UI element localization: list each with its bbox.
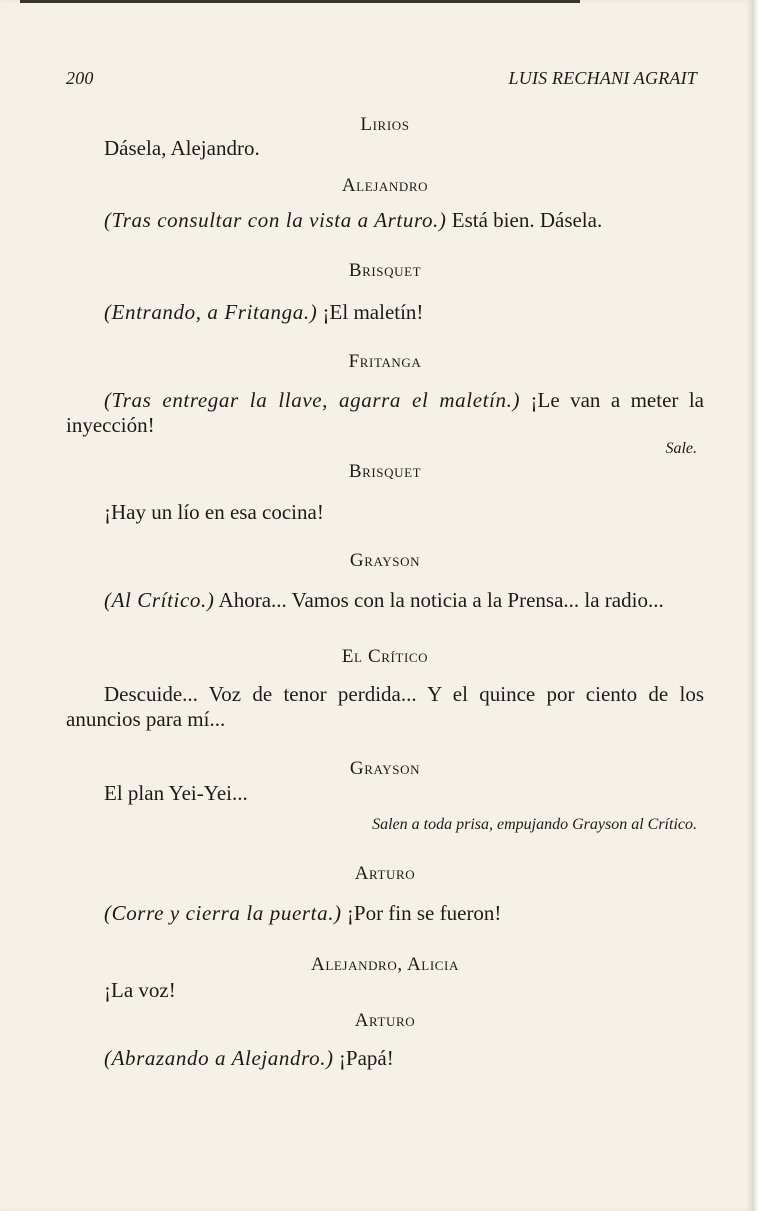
page-edge [752, 0, 759, 1211]
speaker-brisquet: Brisquet [348, 461, 422, 482]
stage-direction: (Entrando, a Fritanga.) [104, 300, 318, 324]
stage-direction: (Tras entregar la llave, agarra el maletín.) [104, 388, 521, 412]
stage-direction: (Al Crítico.) [104, 588, 215, 612]
dialogue-line [66, 1046, 704, 1071]
dialogue-line [66, 388, 704, 438]
dialogue-line [66, 588, 704, 613]
page-number: 200 [66, 68, 94, 88]
speaker-alejandro: Alejandro [341, 175, 429, 196]
speaker-el-critico: El Crítico [341, 646, 429, 667]
dialogue-line: El plan Yei-Yei... [104, 781, 248, 805]
stage-direction: (Corre y cierra la puerta.) [104, 901, 342, 925]
dialogue-line [66, 300, 704, 325]
speaker-alejandro-alicia: Alejandro, Alicia [311, 954, 459, 975]
dialogue-line: Descuide... Voz de tenor perdida... Y el quince por ciento de los anuncios para mí... [66, 682, 704, 731]
dialogue-line [66, 901, 704, 926]
stage-direction: (Tras consultar con la vista a Arturo.) [104, 208, 447, 232]
dialogue-text: ¡Por fin se fueron! [341, 901, 502, 925]
stage-direction: (Abrazando a Alejandro.) [104, 1046, 334, 1070]
stage-direction-exit: Sale. [665, 440, 697, 457]
speaker-arturo: Arturo [354, 1010, 416, 1031]
dialogue-line: ¡La voz! [104, 978, 176, 1002]
speaker-brisquet: Brisquet [348, 260, 422, 281]
dialogue-line [66, 208, 704, 233]
speaker-arturo: Arturo [354, 863, 416, 884]
speaker-grayson: Grayson [349, 758, 421, 779]
speaker-lirios: Lirios [360, 114, 410, 135]
dialogue-text: Está bien. Dásela. [446, 208, 603, 232]
dialogue-line: Dásela, Alejandro. [104, 136, 260, 160]
dialogue-text: Ahora... Vamos con la noticia a la Prensa... la radio... [214, 588, 664, 612]
dialogue-text: ¡El maletín! [317, 300, 424, 324]
stage-direction-exit: Salen a toda prisa, empujando Grayson al Crítico. [372, 816, 697, 833]
dialogue-line: ¡Hay un lío en esa cocina! [104, 500, 324, 524]
dialogue-text: ¡Papá! [333, 1046, 394, 1070]
dialogue-text: ¡Le van a meter la inyección! [66, 388, 704, 437]
speaker-fritanga: Fritanga [348, 351, 422, 372]
page-top-rule [20, 0, 580, 3]
speaker-grayson: Grayson [349, 550, 421, 571]
running-title: LUIS RECHANI AGRAIT [508, 68, 697, 88]
